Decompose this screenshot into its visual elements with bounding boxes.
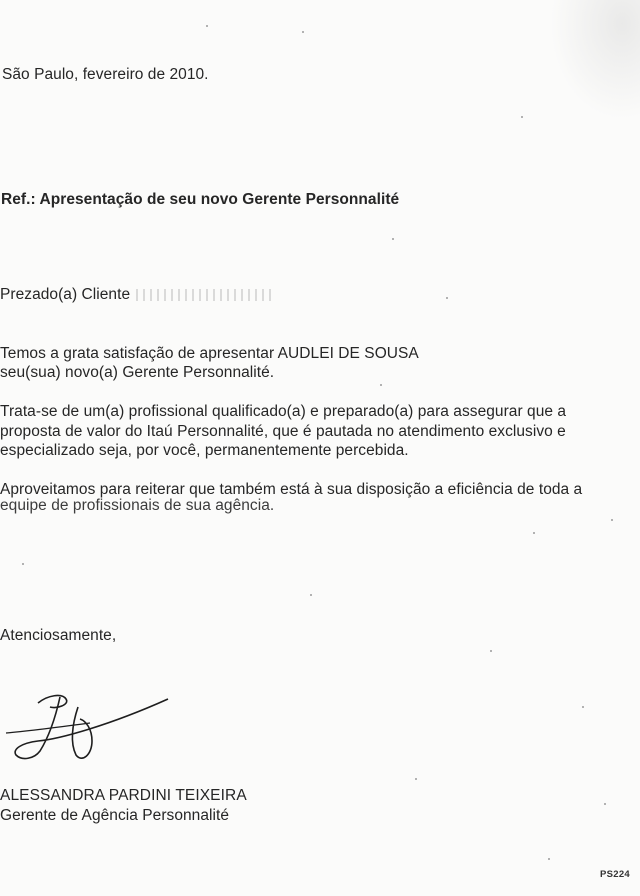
signatory-title: Gerente de Agência Personnalité <box>0 807 230 824</box>
paragraph-1-line-1: Temos a grata satisfação de apresentar AUDLEI DE SOUSA <box>0 345 419 362</box>
scan-speck <box>380 384 382 386</box>
letter-date: São Paulo, fevereiro de 2010. <box>2 66 209 83</box>
scan-speck <box>582 706 584 708</box>
scan-speck <box>302 31 304 33</box>
paragraph-3-line-2: equipe de profissionais de sua agência. <box>0 497 275 514</box>
signatory-name: ALESSANDRA PARDINI TEIXEIRA <box>0 787 247 804</box>
scan-speck <box>533 532 535 534</box>
scan-speck <box>206 25 208 27</box>
scan-speck <box>548 858 550 860</box>
scan-speck <box>521 116 523 118</box>
paragraph-2-line-3: especializado seja, por você, permanentemente percebida. <box>0 442 409 459</box>
form-code: PS224 <box>599 869 630 880</box>
letter-closing: Atenciosamente, <box>0 627 117 644</box>
scan-speck <box>415 778 417 780</box>
paragraph-1-line-2: seu(sua) novo(a) Gerente Personnalité. <box>0 364 275 381</box>
scan-speck <box>604 803 606 805</box>
scan-speck <box>490 650 492 652</box>
scan-speck <box>310 594 312 596</box>
handwritten-signature <box>0 685 180 765</box>
scan-speck <box>392 238 394 240</box>
scan-speck <box>446 297 448 299</box>
scan-speck <box>22 563 24 565</box>
paragraph-2-line-2: proposta de valor do Itaú Personnalité, que é pautada no atendimento exclusivo e <box>0 423 566 440</box>
paragraph-3-line-1: Aproveitamos para reiterar que também está à sua disposição a eficiência de toda a <box>0 481 583 498</box>
greeting-text: Prezado(a) Cliente <box>0 286 131 303</box>
scan-speck <box>611 519 613 521</box>
redacted-client-name <box>136 289 276 301</box>
letter-greeting <box>0 285 276 304</box>
scan-smudge <box>550 0 640 120</box>
paragraph-2-line-1: Trata-se de um(a) profissional qualificado(a) e preparado(a) para assegurar que a <box>0 403 567 420</box>
letter-reference: Ref.: Apresentação de seu novo Gerente Personnalité <box>1 191 400 208</box>
